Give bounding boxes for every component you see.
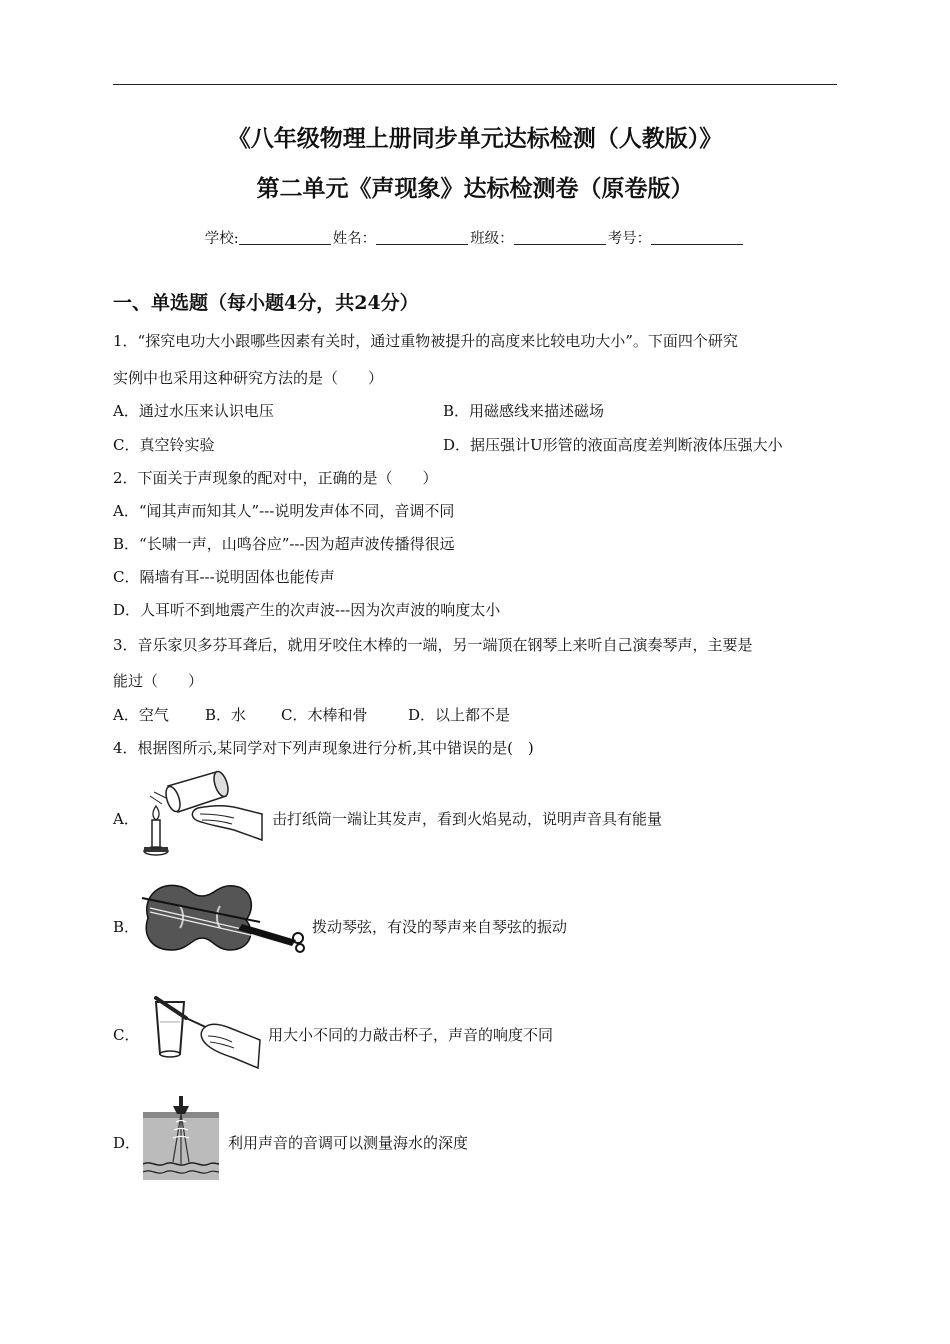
ship-sonar-sea-figure: [143, 1092, 219, 1180]
question-2-option-c[interactable]: C．隔墙有耳---说明固体也能传声: [113, 568, 335, 586]
class-label: 班级：: [470, 231, 514, 247]
class-blank[interactable]: [514, 231, 606, 245]
question-3-option-d[interactable]: D．以上都不是: [408, 706, 511, 724]
question-1-stem-line2: 实例中也采用这种研究方法的是（ ）: [113, 369, 384, 387]
violin-figure: [140, 878, 310, 958]
question-4-option-c-text[interactable]: 用大小不同的力敲击杯子，声音的响度不同: [268, 1026, 554, 1044]
question-4-option-c-letter[interactable]: C．: [113, 1026, 140, 1044]
question-4-option-a-text[interactable]: 击打纸筒一端让其发声，看到火焰晃动，说明声音具有能量: [272, 810, 663, 828]
name-blank[interactable]: [376, 231, 468, 245]
header-rule: [113, 84, 837, 85]
question-4-option-d-letter[interactable]: D．: [113, 1134, 141, 1152]
paper-tube-candle-figure: [138, 768, 266, 860]
question-2-stem: 2．下面关于声现象的配对中，正确的是（ ）: [113, 469, 438, 487]
question-4-option-a-letter[interactable]: A．: [113, 810, 139, 828]
number-label: 考号：: [607, 231, 652, 247]
document-subtitle: 第二单元《声现象》达标检测卷（原卷版）: [256, 175, 694, 202]
question-2-option-b[interactable]: B．“长啸一声，山鸣谷应”---因为超声波传播得很远: [113, 535, 455, 553]
question-1-option-c[interactable]: C．真空铃实验: [113, 436, 215, 454]
question-4-option-d-text[interactable]: 利用声音的音调可以测量海水的深度: [228, 1134, 469, 1152]
school-label: 学校:: [204, 231, 239, 247]
name-label: 姓名：: [332, 231, 377, 247]
document-title: 《八年级物理上册同步单元达标检测（人教版）》: [227, 125, 723, 152]
question-4-option-b-letter[interactable]: B．: [113, 918, 140, 936]
question-3-option-c[interactable]: C．木棒和骨: [281, 706, 368, 724]
question-3-stem-line2: 能过（ ）: [113, 672, 204, 690]
school-blank[interactable]: [239, 231, 331, 245]
question-3-option-a[interactable]: A．空气: [113, 706, 169, 724]
section-heading: 一、单选题（每小题4分，共24分）: [113, 292, 419, 314]
question-1-stem-line1: 1．“探究电功大小跟哪些因素有关时，通过重物被提升的高度来比较电功大小”。下面四个研究: [113, 332, 738, 350]
student-info-line: [0, 227, 950, 248]
question-1-option-a[interactable]: A．通过水压来认识电压: [113, 402, 274, 420]
question-4-option-b-text[interactable]: 拨动琴弦，有没的琴声来自琴弦的振动: [312, 918, 568, 936]
question-1-option-d[interactable]: D．据压强计U形管的液面高度差判断液体压强大小: [443, 436, 783, 454]
question-3-stem-line1: 3．音乐家贝多芬耳聋后，就用牙咬住木棒的一端，另一端顶在钢琴上来听自己演奏琴声，主要是: [113, 636, 753, 654]
question-4-stem: 4．根据图所示,某同学对下列声现象进行分析,其中错误的是( ): [113, 739, 534, 757]
question-2-option-a[interactable]: A．“闻其声而知其人”---说明发声体不同，音调不同: [113, 502, 455, 520]
question-3-option-b[interactable]: B．水: [205, 706, 247, 724]
number-blank[interactable]: [651, 231, 743, 245]
question-1-option-b[interactable]: B．用磁感线来描述磁场: [443, 402, 605, 420]
question-2-option-d[interactable]: D．人耳听不到地震产生的次声波---因为次声波的响度太小: [113, 601, 501, 619]
glass-cup-striking-figure: [150, 988, 262, 1072]
